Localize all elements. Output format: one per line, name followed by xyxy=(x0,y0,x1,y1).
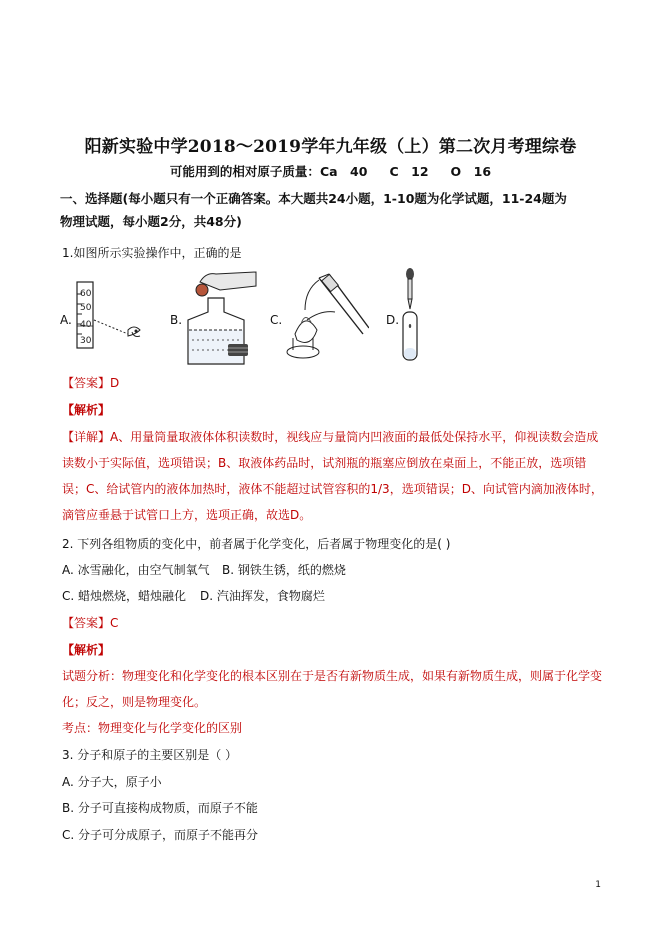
q2-option-d: D. 汽油挥发，食物腐烂 xyxy=(200,589,325,603)
q3-option-b: B. 分子可直接构成物质，而原子不能 xyxy=(62,801,258,815)
q3-option-c: C. 分子可分成原子，而原子不能再分 xyxy=(62,828,259,842)
atomic-masses-label: 可能用到的相对原子质量： xyxy=(169,164,320,179)
q2-analysis: 试题分析：物理变化和化学变化的根本区别在于是否有新物质生成，如果有新物质生成，则属于化学变化；反之，则是物理变化。 xyxy=(62,669,603,709)
q1-answer: 【答案】D xyxy=(62,376,120,390)
q1-figure-d-dropper-test-tube xyxy=(400,266,424,366)
q1-option-c-label: C. xyxy=(270,313,283,327)
q1-analysis-label: 【解析】 xyxy=(62,403,111,417)
q1-stem: 1.如图所示实验操作中，正确的是 xyxy=(62,246,242,260)
atomic-mass-ca: Ca 40 xyxy=(319,164,368,179)
atomic-masses xyxy=(0,162,661,180)
atomic-mass-c: C 12 xyxy=(389,164,429,179)
q2-answer: 【答案】C xyxy=(62,616,119,630)
q1-option-b-label: B. xyxy=(170,313,183,327)
cylinder-tick-50: 50 xyxy=(80,303,92,313)
cylinder-tick-60: 60 xyxy=(80,289,92,299)
section-heading-line2: 物理试题，每小题2分，共48分) xyxy=(60,214,242,229)
q2-option-b: B. 钢铁生锈，纸的燃烧 xyxy=(222,563,346,577)
q2-test-point: 考点：物理变化与化学变化的区别 xyxy=(62,721,243,735)
q1-option-a-label: A. xyxy=(60,313,72,327)
q2-analysis-label: 【解析】 xyxy=(62,643,111,657)
q1-option-d-label: D. xyxy=(386,313,400,327)
q2-option-c: C. 蜡烛燃烧，蜡烛融化 xyxy=(62,589,187,603)
atomic-mass-o: O 16 xyxy=(450,164,492,179)
page-number: 1 xyxy=(595,880,601,890)
q3-option-a: A. 分子大，原子小 xyxy=(62,775,162,789)
q3-stem: 3. 分子和原子的主要区别是（ ） xyxy=(62,748,238,762)
q2-stem: 2. 下列各组物质的变化中，前者属于化学变化，后者属于物理变化的是( ) xyxy=(62,537,451,551)
q1-figure-c-heating-test-tube xyxy=(283,272,369,364)
section-heading-line1: 一、选择题(每小题只有一个正确答案。本大题共24小题，1-10题为化学试题，11-24题为 xyxy=(60,191,567,206)
cylinder-tick-30: 30 xyxy=(80,336,92,346)
cylinder-tick-40: 40 xyxy=(80,320,92,330)
q1-detail: 【详解】A、用量筒量取液体体积读数时，视线应与量筒内凹液面的最低处保持水平，仰视读数会造成读数小于实际值，选项错误；B、取液体药品时，试剂瓶的瓶塞应倒放在桌面上，不能正放，选项错误；C、给试管内的液体加热时，液体不能超过试管容积的1/3，选项错误；D、向试管内滴加液体时，滴管应垂悬于试管口上方，选项正确，故选D。 xyxy=(62,430,603,522)
q1-figure-a-graduated-cylinder xyxy=(74,280,154,352)
page-title: 阳新实验中学2018～2019学年九年级（上）第二次月考理综卷 xyxy=(84,137,577,157)
q1-figure-b-reagent-bottle xyxy=(180,268,260,366)
q2-option-a: A. 冰雪融化，由空气制氧气 xyxy=(62,563,210,577)
